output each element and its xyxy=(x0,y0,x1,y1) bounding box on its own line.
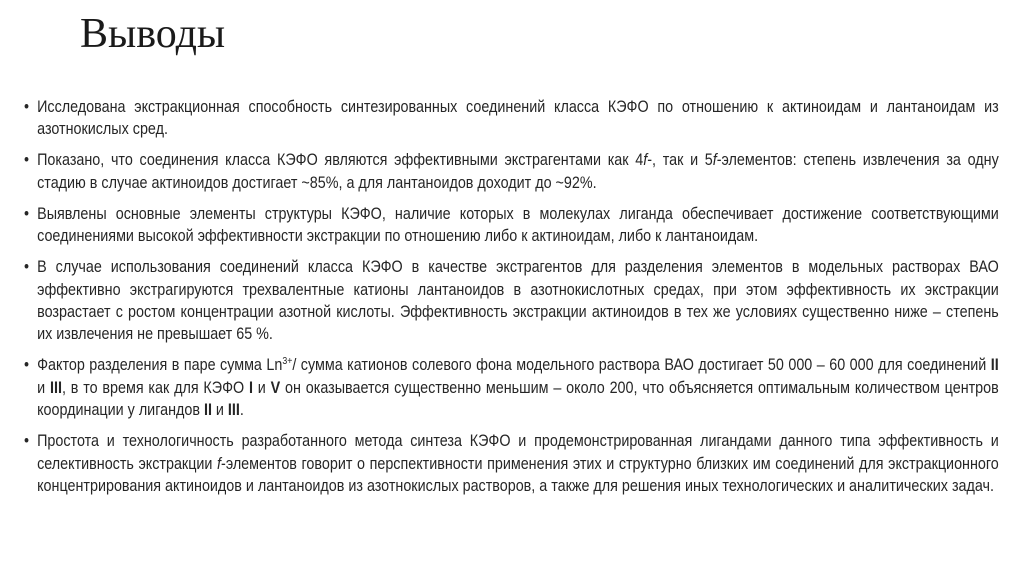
bold-compound-label: I xyxy=(248,378,253,397)
bullet-text: и xyxy=(211,401,228,420)
bullet-text: , в то время как для КЭФО xyxy=(61,378,249,397)
bullet-item xyxy=(24,256,999,346)
bullet-item xyxy=(24,203,999,248)
bold-compound-label: III xyxy=(227,401,240,420)
bullet-text: Простота и технологичность разработанного метода синтеза КЭФО и продемонстрированная лигандами данного типа эффективность и селективность экстракции xyxy=(37,432,999,473)
bullet-text: -, так и 5 xyxy=(647,151,713,170)
bullet-text: -элементов: степень извлечения за одну стадию в случае актиноидов достигает ~85%, а для лантаноидов доходит до ~92%. xyxy=(37,151,999,192)
italic-text: f xyxy=(217,454,222,473)
bullet-icon: • xyxy=(24,432,30,451)
bullet-text: Выявлены основные элементы структуры КЭФО, наличие которых в молекулах лиганда обеспечивает достижение соответствующими соединениями высокой эффективности экстракции по отношению либо к актиноидам, либо к лантаноидам. xyxy=(37,204,999,246)
bullet-icon: • xyxy=(24,98,30,116)
italic-text: f xyxy=(643,151,648,170)
bold-compound-label: V xyxy=(270,378,281,397)
bullet-text: . xyxy=(239,401,244,420)
bullet-text: и xyxy=(252,378,271,397)
bullet-item xyxy=(24,354,999,421)
bullet-text: Показано, что соединения класса КЭФО являются эффективными экстрагентами как 4 xyxy=(37,151,644,170)
bullet-text: / сумма катионов солевого фона модельного раствора ВАО достигает 50 000 – 60 000 для соединений xyxy=(292,356,991,375)
bullet-icon: • xyxy=(24,204,30,223)
bold-compound-label: II xyxy=(203,401,212,420)
bold-compound-label: II xyxy=(990,356,999,375)
bullet-text: В случае использования соединений класса КЭФО в качестве экстрагентов для разделения элементов в модельных растворах ВАО эффективно экстрагируются трехвалентные катионы лантаноидов в азотнокислотных средах, при этом эффективность их экстракции возрастает с ростом концентрации азотной кислоты. Эффективность экстракции актиноидов в тех же условиях существенно ниже – степень их извлечения не превышает 65 %. xyxy=(37,258,999,344)
bullet-text: Исследована экстракционная способность синтезированных соединений класса КЭФО по отношению к актиноидам и лантаноидам из азотнокислых сред. xyxy=(37,98,999,139)
bullet-text: Фактор разделения в паре сумма Ln xyxy=(37,356,283,375)
bullet-icon: • xyxy=(24,258,30,277)
bold-compound-label: III xyxy=(49,378,62,397)
bullet-item xyxy=(24,430,999,497)
bullet-item xyxy=(24,96,999,141)
bullet-text: -элементов говорит о перспективности применения этих и структурно близких им соединений для экстракционного концентрирования актиноидов и лантаноидов из азотнокислых растворов, а также для решения иных технологических и аналитических задач. xyxy=(37,454,999,496)
bullet-item xyxy=(24,149,999,194)
superscript-charge: 3+ xyxy=(282,356,293,368)
italic-text: f xyxy=(712,151,717,170)
slide-title: Выводы xyxy=(80,11,226,57)
conclusions-list xyxy=(24,96,999,506)
bullet-text: он оказывается существенно меньшим – около 200, что объясняется оптимальным количеством центров координации у лигандов xyxy=(37,378,999,420)
bullet-text: и xyxy=(37,378,50,397)
bullet-icon: • xyxy=(24,151,30,170)
bullet-icon: • xyxy=(24,356,30,375)
